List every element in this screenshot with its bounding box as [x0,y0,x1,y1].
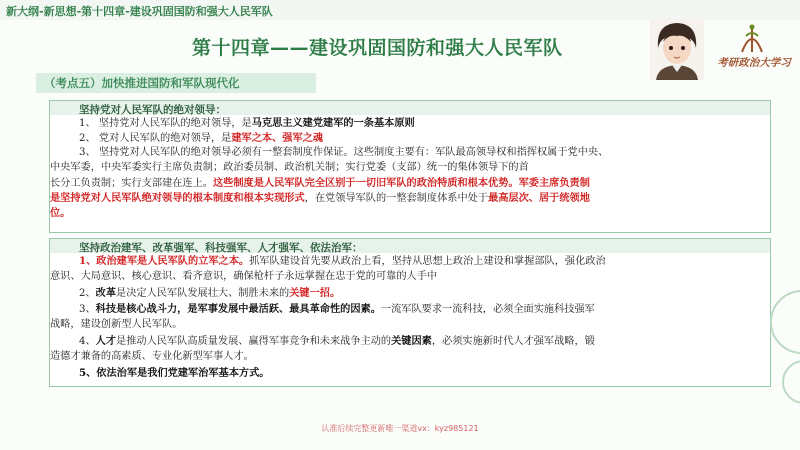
text-line: 1、 坚持党对人民军队的绝对领导，是马克思主义建党建军的一条基本原则 [79,117,415,129]
text-line: 1、政治建军是人民军队的立军之本。抓军队建设首先要从政治上看，坚持从思想上政治上建设和掌握部队，强化政治 [79,255,606,267]
text-line: 是坚持党对人民军队绝对领导的根本制度和根本实现形式，在党领导军队的一整套制度体系中处于最高层次、居于统领地 [50,192,590,204]
text-line: 战略，建设创新型人民军队。 [50,319,183,330]
text-line: 造德才兼备的高素质、专业化新型军事人才。 [50,351,254,362]
footer-watermark: 认准后续完整更新唯一渠道vx：kyz985121 [321,424,479,433]
decorative-circle [770,290,800,354]
text-line: 意识、大局意识、核心意识、看齐意识，确保枪杆子永远掌握在忠于党的可靠的人手中 [50,271,438,282]
leadership-box-header [50,101,770,115]
text-line: 2、改革是决定人民军队发展壮大、制胜未来的关键一招。 [79,287,341,299]
text-line: 3、科技是核心战斗力，是军事发展中最活跃、最具革命性的因素。一流军队要求一流科技，必须全面实施科技强军 [79,303,595,315]
decorative-circle [782,360,800,404]
text-line: 长分工负责制；实行支部建在连上。这些制度是人民军队完全区别于一切旧军队的政治特质和根本优势。军委主席负责制 [50,177,590,189]
text-line: 中央军委，中央军委实行主席负责制；政治委员制、政治机关制；实行党委（支部）统一的集体领导下的首 [50,162,529,173]
modernization-box-header [50,239,770,253]
section-title: （考点五）加快推进国防和军队现代化 [44,76,240,90]
text-line: 2、 党对人民军队的绝对领导，是建军之本、强军之魂 [79,132,324,144]
modernization-box [49,238,771,387]
top-bar [0,0,800,20]
brand-text: 考研政治大学习 [717,57,791,69]
page-title: 第十四章——建设巩固国防和强大人民军队 [192,37,563,59]
text-line: 3、 坚持党对人民军队的绝对领导必须有一整套制度作保证。这些制度主要有：军队最高领导权和指挥权属于党中央、 [79,147,609,158]
avatar [650,18,704,80]
breadcrumb: 新大纲-新思想-第十四章-建设巩固国防和强大人民军队 [6,5,273,18]
leadership-box-heading: 坚持党对人民军队的绝对领导： [79,104,226,116]
text-line: 4、人才是推动人民军队高质量发展、赢得军事竞争和未来战争主动的关键因素，必须实施新时代人才强军战略，锻 [79,335,595,347]
text-line: 位。 [50,207,71,219]
leadership-box [49,100,771,233]
modernization-box-heading: 坚持政治建军、改革强军、科技强军、人才强军、依法治军： [79,242,363,254]
text-line: 5、依法治军是我们党建军治军基本方式。 [79,367,270,379]
